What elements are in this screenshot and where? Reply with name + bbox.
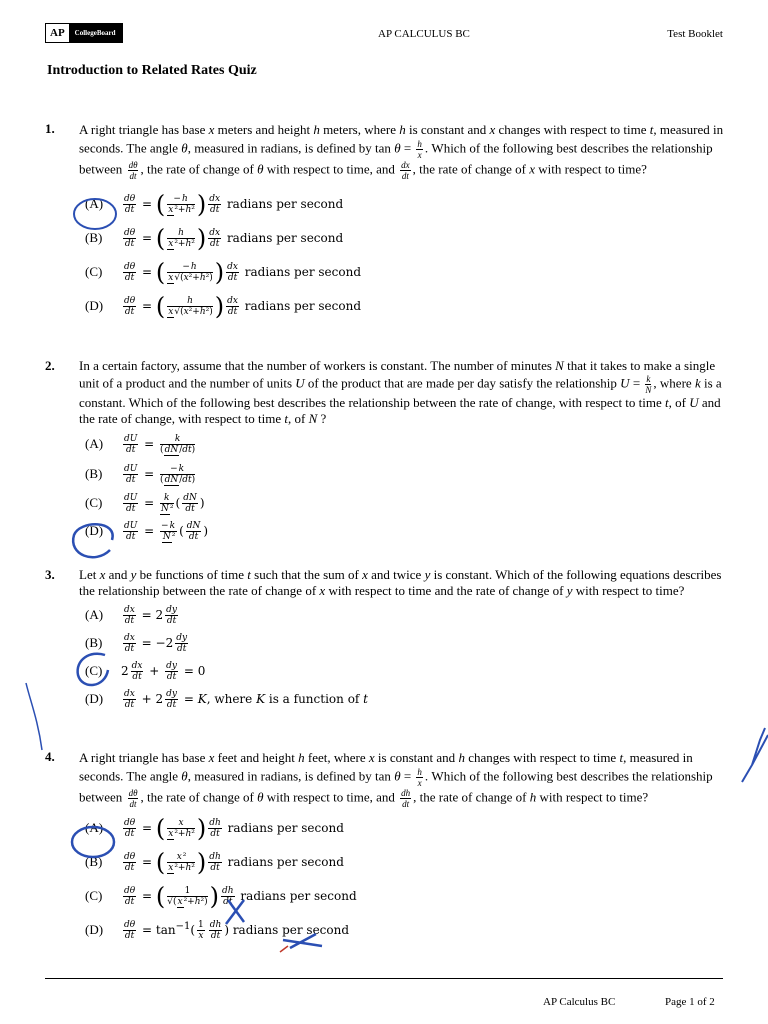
option-d[interactable]: (D) $\frac{d\theta}{dt}$ = $\tan^{-1}$( $\frac{1}{x}$ $\frac{dh}{dt}$ ) radians per second (85, 920, 350, 941)
cross-mark-c (226, 900, 244, 924)
option-c[interactable]: (C) $\frac{dU}{dt}$ = $\frac{k}{\text{N²}}$ ( $\frac{dN}{dt}$ ) (85, 492, 205, 514)
option-suffix: radians per second (227, 820, 344, 835)
option-label: (C) (85, 663, 103, 678)
question-number: 4. (45, 749, 55, 764)
header-course: AP CALCULUS BC (378, 28, 470, 40)
logo-collegeboard: CollegeBoard (69, 24, 122, 42)
footer-divider (45, 978, 723, 979)
option-b[interactable]: (B) $\frac{dU}{dt}$ = $\frac{-k}{(dN/dt)}$ (85, 463, 196, 485)
option-label: (C) (85, 888, 103, 903)
option-label: (B) (85, 854, 103, 869)
question-stem: In a certain factory, assume that the number of workers is constant. The number of minutes N that it takes to make a single unit of a product and the number of units U of the product that are made per day satisfy the relationship U = $\frac{k}{N}$ , where k is a constant. Which of the following best describes the relationship between the rate of change, with respect to time t, of U and the rate of change, with respect to time t, of N ? (79, 358, 722, 426)
option-a[interactable]: (A) $\frac{dU}{dt}$ = $\frac{k}{(dN/dt)}$ (85, 433, 196, 455)
question-stem: A right triangle has base x meters and height h meters, where h is constant and x changes with respect to time t, measured in seconds. The angle θ, measured in radians, is defined by tan θ = $\frac{h}{x}$ . Which of the following best describes the relationship between $\frac{d\theta}{dt}$ , the rate of change of θ with respect to time, and $\frac{dx}{dt}$ , the rate of change of x with respect to time? (79, 122, 724, 181)
option-a[interactable]: (A) $\frac{dx}{dt}$ = 2 $\frac{dy}{dt}$ (85, 604, 178, 626)
margin-stroke (26, 683, 42, 750)
page-title: Introduction to Related Rates Quiz (47, 63, 257, 78)
option-suffix: radians per second (240, 888, 357, 903)
option-a[interactable]: (A) $\frac{d\theta}{dt}$ = ( $\frac{x}{\text{x²+h²}}$ ) $\frac{dh}{dt}$ radians per second (85, 814, 344, 842)
option-label: (D) (85, 691, 104, 706)
check-mark (742, 728, 768, 782)
option-c[interactable]: (C) $\frac{d\theta}{dt}$ = ( $\frac{1}{\text{√(x²+h²)}}$ ) $\frac{dh}{dt}$ radians per second (85, 882, 357, 910)
question-number: 2. (45, 358, 55, 373)
option-c[interactable]: (C) 2 $\frac{dx}{dt}$ + $\frac{dy}{dt}$ = 0 (85, 660, 206, 682)
option-d[interactable]: (D) $\frac{d\theta}{dt}$ = ( $\frac{h}{\text{x√(x²+h²)}}$ ) $\frac{dx}{dt}$ radians per second (85, 292, 361, 320)
option-b[interactable]: (B) $\frac{d\theta}{dt}$ = ( $\frac{h}{\text{x²+h²}}$ ) $\frac{dx}{dt}$ radians per second (85, 224, 344, 252)
option-label: (A) (85, 607, 104, 622)
answer-circle-q4 (72, 827, 114, 857)
option-label: (B) (85, 635, 103, 650)
question-number: 3. (45, 567, 55, 582)
footer-course: AP Calculus BC (543, 996, 616, 1008)
answer-circle-q2 (73, 524, 112, 557)
option-suffix: radians per second (244, 298, 361, 313)
option-suffix: radians per second (226, 196, 344, 211)
answer-circle-q1 (74, 199, 116, 229)
answer-circle-q3 (78, 654, 108, 685)
option-label: (D) (85, 298, 104, 313)
logo-ap: AP (46, 24, 69, 42)
option-suffix: radians per second (227, 854, 344, 869)
option-a[interactable]: (A) $\frac{d\theta}{dt}$ = ( $\frac{-h}{\text{x²+h²}}$ ) $\frac{dx}{dt}$ radians per second (85, 190, 344, 218)
option-label: (C) (85, 264, 103, 279)
option-label: (A) (85, 196, 104, 211)
question-stem: Let x and y be functions of time t such that the sum of x and twice y is constant. Which of the following equations describes the relationship between the rate of change of x with respect to time and the rate of change of y with respect to time? (79, 567, 722, 598)
option-c[interactable]: (C) $\frac{d\theta}{dt}$ = ( $\frac{-h}{\text{x√(x²+h²)}}$ ) $\frac{dx}{dt}$ radians per second (85, 258, 361, 286)
question-number: 1. (45, 121, 55, 136)
header-booklet: Test Booklet (667, 28, 723, 40)
option-label: (D) (85, 523, 104, 538)
option-label: (B) (85, 466, 103, 481)
question-stem: A right triangle has base x feet and height h feet, where x is constant and h changes with respect to time t, measured in seconds. The angle θ, measured in radians, is defined by tan θ = $\frac{h}{x}$ . Which of the following best describes the relationship between $\frac{d\theta}{dt}$ , the rate of change of θ with respect to time, and $\frac{dh}{dt}$ , the rate of change of h with respect to time? (79, 750, 713, 809)
option-b[interactable]: (B) $\frac{dx}{dt}$ = −2 $\frac{dy}{dt}$ (85, 632, 188, 654)
cross-mark-d (283, 934, 322, 948)
option-label: (B) (85, 230, 103, 245)
option-d[interactable]: (D) $\frac{dx}{dt}$ + 2 $\frac{dy}{dt}$ = K, where K is a function of t (85, 688, 368, 710)
option-suffix: radians per second (226, 230, 344, 245)
option-label: (A) (85, 820, 104, 835)
option-label: (C) (85, 495, 103, 510)
option-label: (D) (85, 922, 104, 937)
option-suffix: radians per second (232, 923, 350, 937)
option-label: (A) (85, 436, 104, 451)
option-suffix: radians per second (244, 264, 361, 279)
option-b[interactable]: (B) $\frac{d\theta}{dt}$ = ( $\frac{\text{x²}}{\text{x²+h²}}$ ) $\frac{dh}{dt}$ radians per second (85, 848, 344, 876)
red-mark (280, 946, 288, 952)
footer-page-number: Page 1 of 2 (665, 996, 715, 1008)
option-d[interactable]: (D) $\frac{dU}{dt}$ = $\frac{-k}{\text{N²}}$ ( $\frac{dN}{dt}$ ) (85, 520, 209, 542)
